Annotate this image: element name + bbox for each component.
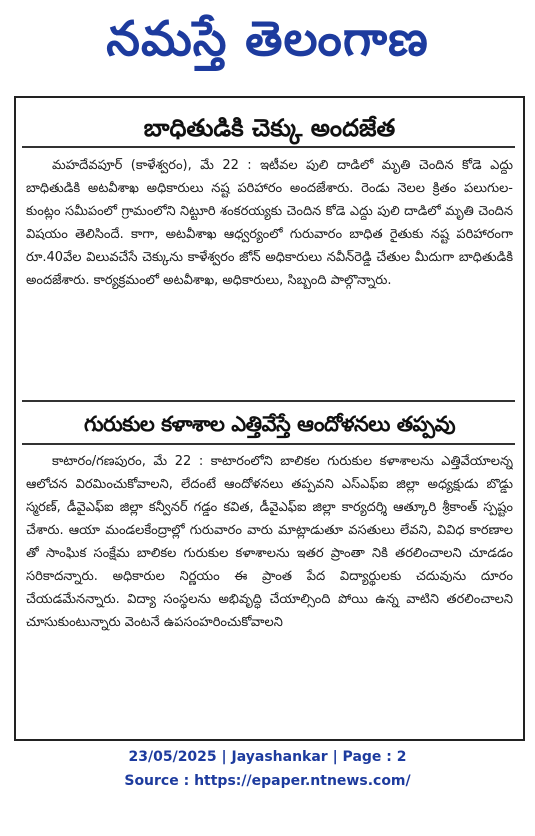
clipping-frame [14,96,525,741]
article-2-text: కాటారం/గణపురం, మే 22 : కాటారంలోని బాలికల గురుకుల కళాశాలను ఎత్తివేయాలన్న ఆలోచన విరమించుకోవాలని, లేదంటే ఆందోళనలు తప్పవని ఎస్‌ఎఫ్‌ఐ జిల్లా అధ్యక్షుడు బొడ్డు స్మరణ్, డీవైఎఫ్‌ఐ జిల్లా కన్వీనర్ గడ్డం కవిత, డీవైఎఫ్‌ఐ జిల్లా కార్యదర్శి ఆత్కూరి శ్రీకాంత్ స్పష్టం చేశారు. ఆయా మండలకేంద్రాల్లో గురువారం వారు మాట్లాడుతూ వసతులు లేవని, వివిధ కారణాల తో సాంఘిక సంక్షేమ బాలికల గురుకుల కళాశాలను ఇతర ప్రాంతా నికి తరలించాలని చూడడం సరికాదన్నారు. అధికారుల నిర్ణయం ఈ ప్రాంత పేద విద్యార్థులకు చదువును దూరం చేయడమేనన్నారు. విద్యా సంస్థలను అభివృద్ధి చేయాల్సింది పోయి ఉన్న వాటిని తరలించాలని చూసుకుంటున్నారు వెంటనే ఉపసంహరించుకోవాలని [26,454,513,630]
footer [0,745,535,793]
article-2-body [26,450,513,732]
source-line: Source : https://epaper.ntnews.com/ [124,773,411,789]
headline-2-rule [22,443,515,445]
article-divider [22,400,515,402]
article-1-body [26,154,513,396]
masthead [0,0,535,78]
article-1-text: మహదేవపూర్ (కాళేశ్వరం), మే 22 : ఇటీవల పులి దాడిలో మృతి చెందిన కోడె ఎద్దు బాధితుడికి అటవీశాఖ అధికారులు నష్ట పరిహారం అందజేశారు. రెండు నెలల క్రితం పలుగుల- కుంట్లం సమీపంలో గ్రామంలోని నిట్టూరి శంకరయ్యకు చెందిన కోడె ఎద్దు పులి దాడిలో మృతి చెందిన విషయం తెలిసిందే. కాగా, అటవీశాఖ ఆధ్వర్యంలో గురువారం బాధిత రైతుకు నష్ట పరిహారంగా రూ.40వేల విలువచేసే చెక్కును కాళేశ్వరం జోన్ అధికారులు నవీన్‌రెడ్డి చేతుల మీదుగా బాధితుడికి అందజేశారు. కార్యక్రమంలో అటవీశాఖ, అధికారులు, సిబ్బంది పాల్గొన్నారు. [26,158,513,288]
article-1-headline: బాధితుడికి చెక్కు అందజేత [143,114,396,142]
newspaper-title: నమస్తే తెలంగాణ [106,11,429,67]
article-2-headline: గురుకుల కళాశాల ఎత్తివేస్తే ఆందోళనలు తప్పవు [83,412,456,436]
headline-1-rule [22,146,515,148]
dateline: 23/05/2025 | Jayashankar | Page : 2 [128,749,407,765]
